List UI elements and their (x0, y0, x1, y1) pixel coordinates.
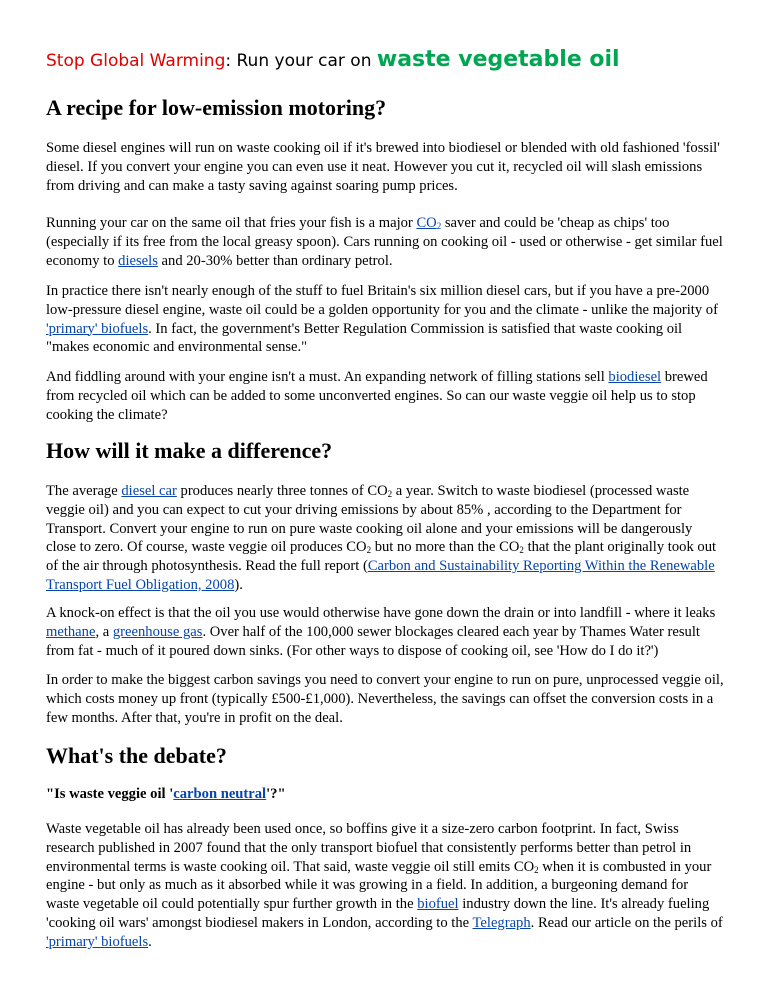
link-methane[interactable]: methane (46, 623, 96, 640)
heading-recipe: A recipe for low-emission motoring? (46, 95, 387, 120)
link-greenhouse-gas[interactable]: greenhouse gas (112, 623, 203, 640)
link-telegraph[interactable]: Telegraph (472, 914, 531, 931)
link-diesels[interactable]: diesels (118, 252, 158, 269)
link-carbon-neutral[interactable]: carbon neutral (173, 786, 267, 802)
link-primary-biofuels-article[interactable]: 'primary' biofuels (46, 933, 149, 950)
paragraph-in-practice: In practice there isn't nearly enough of the stuff to fuel Britain's six million diesel cars, but if you have a pre-2000 low-pressure diesel engine, waste oil could be a golden opportunity for you and the climate - unlike the majority of 'primary' biofuels. In fact, the government's Better Regulation Commission is satisfied that waste cooking oil "makes economic and environmental sense." (46, 283, 718, 356)
paragraph-biggest-savings: In order to make the biggest carbon savings you need to convert your engine to run on pure, unprocessed veggie oil, which costs money up front (typically £500-£1,000). Nevertheless, the savings can offset the conversion costs in a few months. After that, you're in profit on the deal. (46, 672, 724, 726)
heading-debate: What's the debate? (46, 743, 227, 768)
paragraph-average-diesel: The average diesel car produces nearly three tonnes of $CO_2$ a year. Switch to waste biodiesel (processed waste veggie oil) and you can expect to cut your driving emissions by about 85% , according to the Department for Transport. Convert your engine to run on pure waste cooking oil alone and your emissions will be dangerously close to zero. Of course, waste veggie oil produces $CO_2$ but no more than the $CO_2$ that the plant originally took out of the air through photosynthesis. Read the full report (Carbon and Sustainability Reporting Within the Renewable Transport Fuel Obligation, 2008). (46, 483, 717, 593)
paragraph-fiddling: And fiddling around with your engine isn't a must. An expanding network of filling stations sell biodiesel brewed from recycled oil which can be added to some unconverted engines. So can our waste veggie oil help us to stop cooking the climate? (46, 369, 708, 423)
title-stop-global-warming: Stop Global Warming (46, 51, 226, 71)
paragraph-intro: Some diesel engines will run on waste cooking oil if it's brewed into biodiesel or blended with old fashioned 'fossil' diesel. If you convert your engine you can even use it neat. However you cut it, recycled oil will slash emissions from driving and can make a tasty saving against soaring pump prices. (46, 140, 720, 194)
title-waste-vegetable-oil: waste vegetable oil (376, 47, 620, 72)
heading-difference: How will it make a difference? (46, 438, 333, 463)
link-biofuel[interactable]: biofuel (417, 896, 459, 913)
title-middle: : Run your car on (225, 51, 377, 71)
link-diesel-car[interactable]: diesel car (121, 483, 177, 499)
subheading-carbon-neutral: "Is waste veggie oil 'carbon neutral'?" (46, 786, 286, 802)
document-title (46, 46, 620, 75)
link-full-report[interactable]: Carbon and Sustainability Reporting Within the Renewable Transport Fuel Obligation, 2008 (46, 558, 715, 593)
link-primary-biofuels[interactable]: 'primary' biofuels (46, 320, 149, 337)
paragraph-running-car: Running your car on the same oil that fries your fish is a major $CO_2$ saver and could be 'cheap as chips' too (especially if its free from the local greasy spoon). Cars running on cooking oil - used or otherwise - get similar fuel economy to diesels and 20-30% better than ordinary petrol. (46, 215, 723, 269)
link-biodiesel[interactable]: biodiesel (608, 369, 662, 385)
paragraph-knock-on: A knock-on effect is that the oil you use would otherwise have gone down the drain or into landfill - where it leaks methane, a greenhouse gas. Over half of the 100,000 sewer blockages cleared each year by Thames Water result from fat - much of it poured down sinks. (For other ways to dispose of cooking oil, see 'How do I do it?') (46, 605, 716, 659)
link-co2[interactable]: $CO_2$ (416, 215, 442, 231)
paragraph-waste-oil-debate: Waste vegetable oil has already been used once, so boffins give it a size-zero carbon footprint. In fact, Swiss research published in 2007 found that the only transport biofuel that consistently performs better than petrol in environmental terms is waste cooking oil. That said, waste veggie oil still emits $CO_2$ when it is combusted in your engine - but only as much as it absorbed while it was growing in a field. In addition, a burgeoning demand for waste vegetable oil could potentially spur further growth in the biofuel industry down the line. It's already fueling 'cooking oil wars' amongst biodiesel makers in London, according to the Telegraph. Read our article on the perils of 'primary' biofuels. (46, 821, 723, 950)
